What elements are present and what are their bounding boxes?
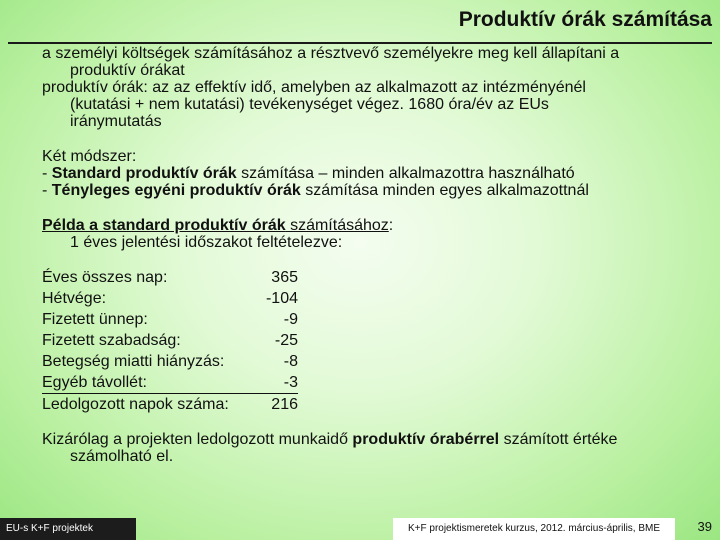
method-standard-rest: számítása – minden alkalmazottra használható bbox=[236, 165, 575, 182]
page-number: 39 bbox=[697, 519, 712, 534]
total-label: Ledolgozott napok száma: bbox=[42, 396, 229, 413]
example-heading-colon: : bbox=[388, 217, 394, 234]
row-label: Fizetett szabadság: bbox=[42, 332, 181, 349]
footer-project-label: EU-s K+F projektek bbox=[0, 518, 136, 540]
row-value: -104 bbox=[265, 290, 298, 307]
footer-course-info: K+F projektismeretek kurzus, 2012. március-április, BME bbox=[393, 518, 675, 540]
definition-line2: (kutatási + nem kutatási) tevékenységet végez. 1680 óra/év az EUs bbox=[70, 96, 549, 113]
method-standard bbox=[42, 165, 706, 182]
definition-line3: iránymutatás bbox=[70, 113, 162, 130]
method-individual bbox=[42, 182, 706, 199]
paragraph-personnel-costs-line2: produktív órákat bbox=[70, 62, 185, 79]
method-individual-rest: számítása minden egyes alkalmazottnál bbox=[300, 182, 589, 199]
row-label: Éves összes nap: bbox=[42, 269, 168, 286]
row-value: 365 bbox=[271, 269, 298, 286]
table-row bbox=[42, 372, 298, 394]
paragraph-productive-hours-definition bbox=[42, 79, 706, 130]
conclusion-prefix: Kizárólag a projekten ledolgozott munkaidő bbox=[42, 431, 353, 448]
method-standard-bold: Standard produktív órák bbox=[51, 165, 237, 182]
table-row bbox=[42, 351, 298, 372]
row-label: Fizetett ünnep: bbox=[42, 311, 148, 328]
example-assumption-text: 1 éves jelentési időszakot feltételezve: bbox=[70, 234, 343, 251]
example-heading-bold: Példa a standard produktív órák bbox=[42, 217, 286, 234]
paragraph-personnel-costs-line1: a személyi költségek számításához a résztvevő személyekre meg kell állapítani a bbox=[42, 45, 620, 62]
table-row bbox=[42, 330, 298, 351]
row-label: Hétvége: bbox=[42, 290, 107, 307]
row-label: Egyéb távollét: bbox=[42, 372, 264, 394]
table-total-row bbox=[42, 394, 298, 416]
title-divider bbox=[8, 42, 712, 44]
methods-intro: Két módszer: bbox=[42, 148, 137, 165]
row-value: -3 bbox=[264, 372, 298, 394]
row-value: -9 bbox=[283, 311, 298, 328]
paragraph-personnel-costs bbox=[42, 45, 706, 79]
workdays-calculation-table bbox=[42, 267, 298, 415]
row-label: Betegség miatti hiányzás: bbox=[42, 353, 225, 370]
table-row bbox=[42, 309, 298, 330]
conclusion-suffix: számított értéke bbox=[499, 431, 618, 448]
row-value: -8 bbox=[283, 353, 298, 370]
row-value: -25 bbox=[274, 332, 298, 349]
conclusion-line2: számolható el. bbox=[70, 448, 174, 465]
table-row bbox=[42, 288, 298, 309]
method-standard-dash: - bbox=[42, 165, 52, 182]
method-individual-bold: Tényleges egyéni produktív órák bbox=[51, 182, 301, 199]
definition-line1: produktív órák: az az effektív idő, amelyben az alkalmazott az intézményénél bbox=[42, 79, 586, 96]
slide-title: Produktív órák számítása bbox=[458, 8, 712, 31]
example-heading-normal: számításához bbox=[285, 217, 389, 234]
total-value: 216 bbox=[271, 396, 298, 413]
conclusion bbox=[42, 431, 706, 465]
example-heading bbox=[42, 217, 706, 234]
table-row bbox=[42, 267, 298, 288]
slide-content bbox=[42, 45, 706, 465]
conclusion-bold: produktív órabérrel bbox=[352, 431, 500, 448]
method-individual-dash: - bbox=[42, 182, 52, 199]
example-assumption bbox=[42, 234, 706, 251]
